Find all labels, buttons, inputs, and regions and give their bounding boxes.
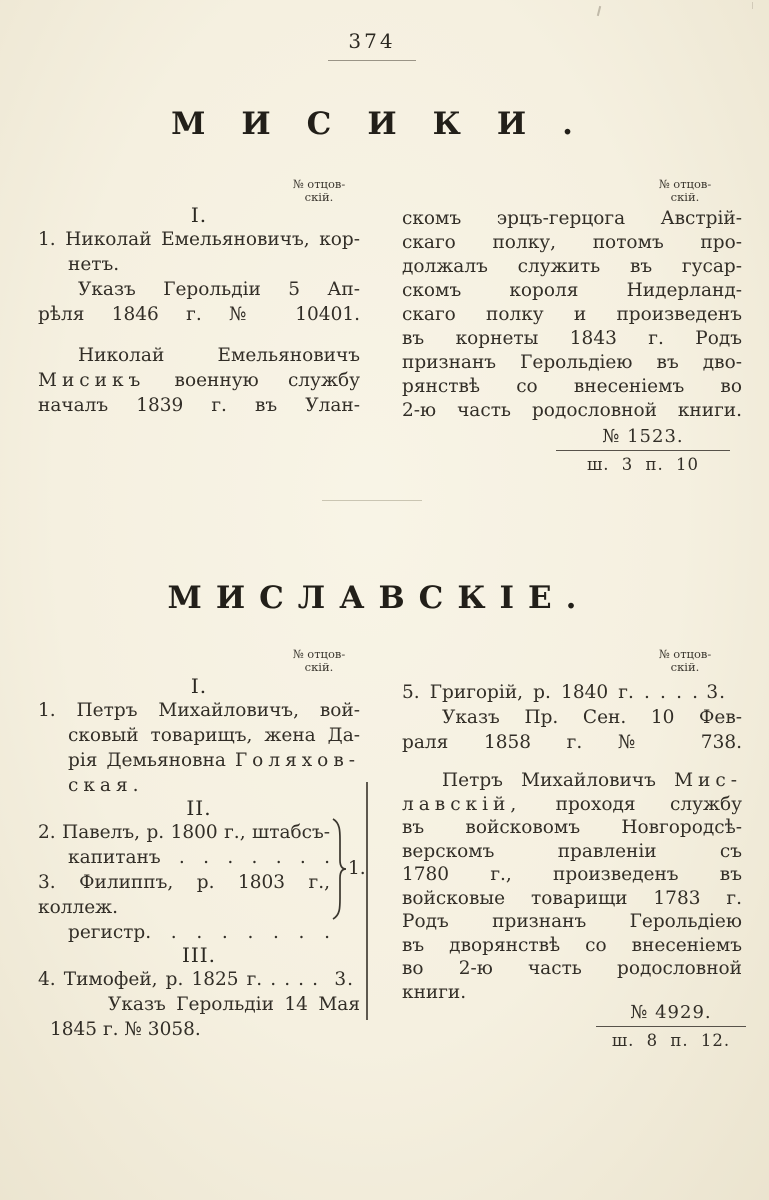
family-name-mislavsky: Мис-	[674, 770, 742, 791]
generation-heading: I.	[190, 674, 208, 698]
text-line: скаго полку, потомъ про-	[402, 232, 742, 253]
column-header-line: № отцов-	[292, 647, 346, 661]
text-line: ская.	[68, 775, 144, 796]
text-line: Николай Емельяновичъ	[78, 345, 360, 366]
section1-right-column	[402, 207, 742, 423]
text-segment: проходя службу	[521, 793, 742, 815]
text-line: 3. Филиппъ, р. 1803 г., коллеж.	[38, 872, 330, 918]
text-line: скаго полку и произведенъ	[402, 304, 742, 325]
column-header-fathers-number	[277, 178, 361, 204]
section2-right-column	[402, 680, 742, 1004]
fathers-number-value: 1.	[348, 858, 366, 879]
section-title-mislavskie: МИСЛАВСКІЕ.	[167, 580, 591, 616]
text-line	[402, 769, 742, 793]
biography-paragraph	[402, 769, 742, 1004]
page-number-rule	[328, 60, 416, 61]
scan-artifact	[752, 2, 753, 9]
text-line	[38, 748, 360, 773]
text-line: Указъ Герольдіи 14 Мая	[108, 994, 360, 1015]
text-line: 1780 г., произведенъ въ	[402, 864, 742, 885]
column-header-line: № отцов-	[292, 177, 346, 191]
text-line: скомъ эрцъ-герцога Австрій-	[402, 208, 742, 229]
text-segment: Петръ Михайловичъ	[442, 770, 675, 791]
text-line: Указъ Пр. Сен. 10 Фев-	[442, 707, 742, 728]
text-segment: 4. Тимофей, р. 1825 г. . . . .	[38, 969, 318, 990]
text-line: 1845 г. № 3058.	[50, 1019, 201, 1040]
text-line: войсковые товарищи 1783 г.	[402, 887, 742, 909]
family-name-mislavsky: лавскій,	[402, 793, 522, 815]
text-line: во 2-ю часть родословной	[402, 958, 742, 979]
generation-heading: II.	[186, 796, 212, 820]
text-line: началъ 1839 г. въ Улан-	[38, 395, 360, 416]
text-line: скомъ короля Нидерланд-	[402, 280, 742, 301]
column-header-line: скій.	[304, 660, 334, 674]
fathers-number-value: 3.	[706, 682, 726, 703]
text-line: въ корнеты 1843 г. Родъ	[402, 328, 742, 349]
shelf-mark: ш. 3 п. 10	[586, 455, 700, 474]
brace-grouping-entries	[330, 818, 348, 920]
text-line: 2-ю часть родословной книги.	[402, 400, 742, 421]
text-line: нетъ.	[68, 254, 120, 275]
text-line: 1. Николай Емельяновичъ, кор-	[38, 229, 360, 250]
column-header-line: № отцов-	[658, 177, 712, 191]
text-line: книги.	[402, 981, 467, 1003]
column-header-fathers-number	[643, 178, 727, 204]
family-name-misik: Мисикъ	[38, 370, 146, 391]
text-line	[402, 793, 742, 817]
text-line	[402, 680, 742, 705]
fathers-number-value: 3.	[334, 969, 354, 990]
text-line: сковый товарищъ, жена Да-	[68, 725, 360, 746]
column-divider-rule	[366, 782, 368, 1020]
case-reference-block	[556, 426, 730, 474]
column-header-line: № отцов-	[658, 647, 712, 661]
shelf-mark: ш. 8 п. 12.	[611, 1031, 731, 1050]
case-number: № 1523.	[556, 426, 730, 451]
section1-left-column	[38, 205, 360, 418]
generation-heading: III.	[181, 943, 217, 967]
column-header-line: скій.	[670, 190, 700, 204]
column-header-line: скій.	[304, 190, 334, 204]
text-segment: 5. Григорій, р. 1840 г. . . . .	[402, 682, 698, 703]
text-line: рѣля 1846 г. № 10401.	[38, 304, 360, 325]
text-line: должалъ служить въ гусар-	[402, 256, 742, 277]
text-line: раля 1858 г. № 738.	[402, 732, 742, 753]
generation-heading: I.	[190, 203, 208, 227]
section-title-misiki: МИСИКИ.	[171, 106, 609, 142]
text-line	[38, 368, 360, 393]
text-line: въ войсковомъ Новгородсѣ-	[402, 817, 742, 838]
text-line	[38, 967, 360, 992]
section2-left-column	[38, 674, 366, 1042]
family-name-golyakhovskaya: Голяхов-	[234, 750, 360, 771]
page-number: 374	[348, 29, 396, 53]
text-line: 2. Павелъ, р. 1800 г., штабсъ-	[38, 822, 330, 843]
text-line: верскомъ правленіи съ	[402, 840, 742, 862]
text-line: признанъ Герольдіею въ дво-	[402, 352, 742, 373]
column-header-fathers-number	[643, 648, 727, 674]
column-header-fathers-number	[277, 648, 361, 674]
section-separator-rule	[322, 500, 422, 501]
text-line: рянствѣ со внесеніемъ во	[402, 376, 742, 397]
text-line: 1. Петръ Михайловичъ, вой-	[38, 700, 360, 721]
text-line: регистр. . . . . . . .	[68, 922, 330, 943]
text-line: капитанъ . . . . . . .	[68, 847, 330, 868]
text-segment: военную службу	[145, 370, 360, 391]
case-reference-block	[596, 1002, 746, 1050]
text-line: Родъ признанъ Герольдіею	[402, 911, 742, 932]
text-line: Указъ Герольдіи 5 Ап-	[78, 279, 360, 300]
text-line: въ дворянствѣ со внесеніемъ	[402, 934, 742, 956]
text-segment: рія Демьяновна	[68, 750, 235, 771]
scan-artifact	[597, 6, 601, 16]
column-header-line: скій.	[670, 660, 700, 674]
case-number: № 4929.	[596, 1002, 746, 1027]
